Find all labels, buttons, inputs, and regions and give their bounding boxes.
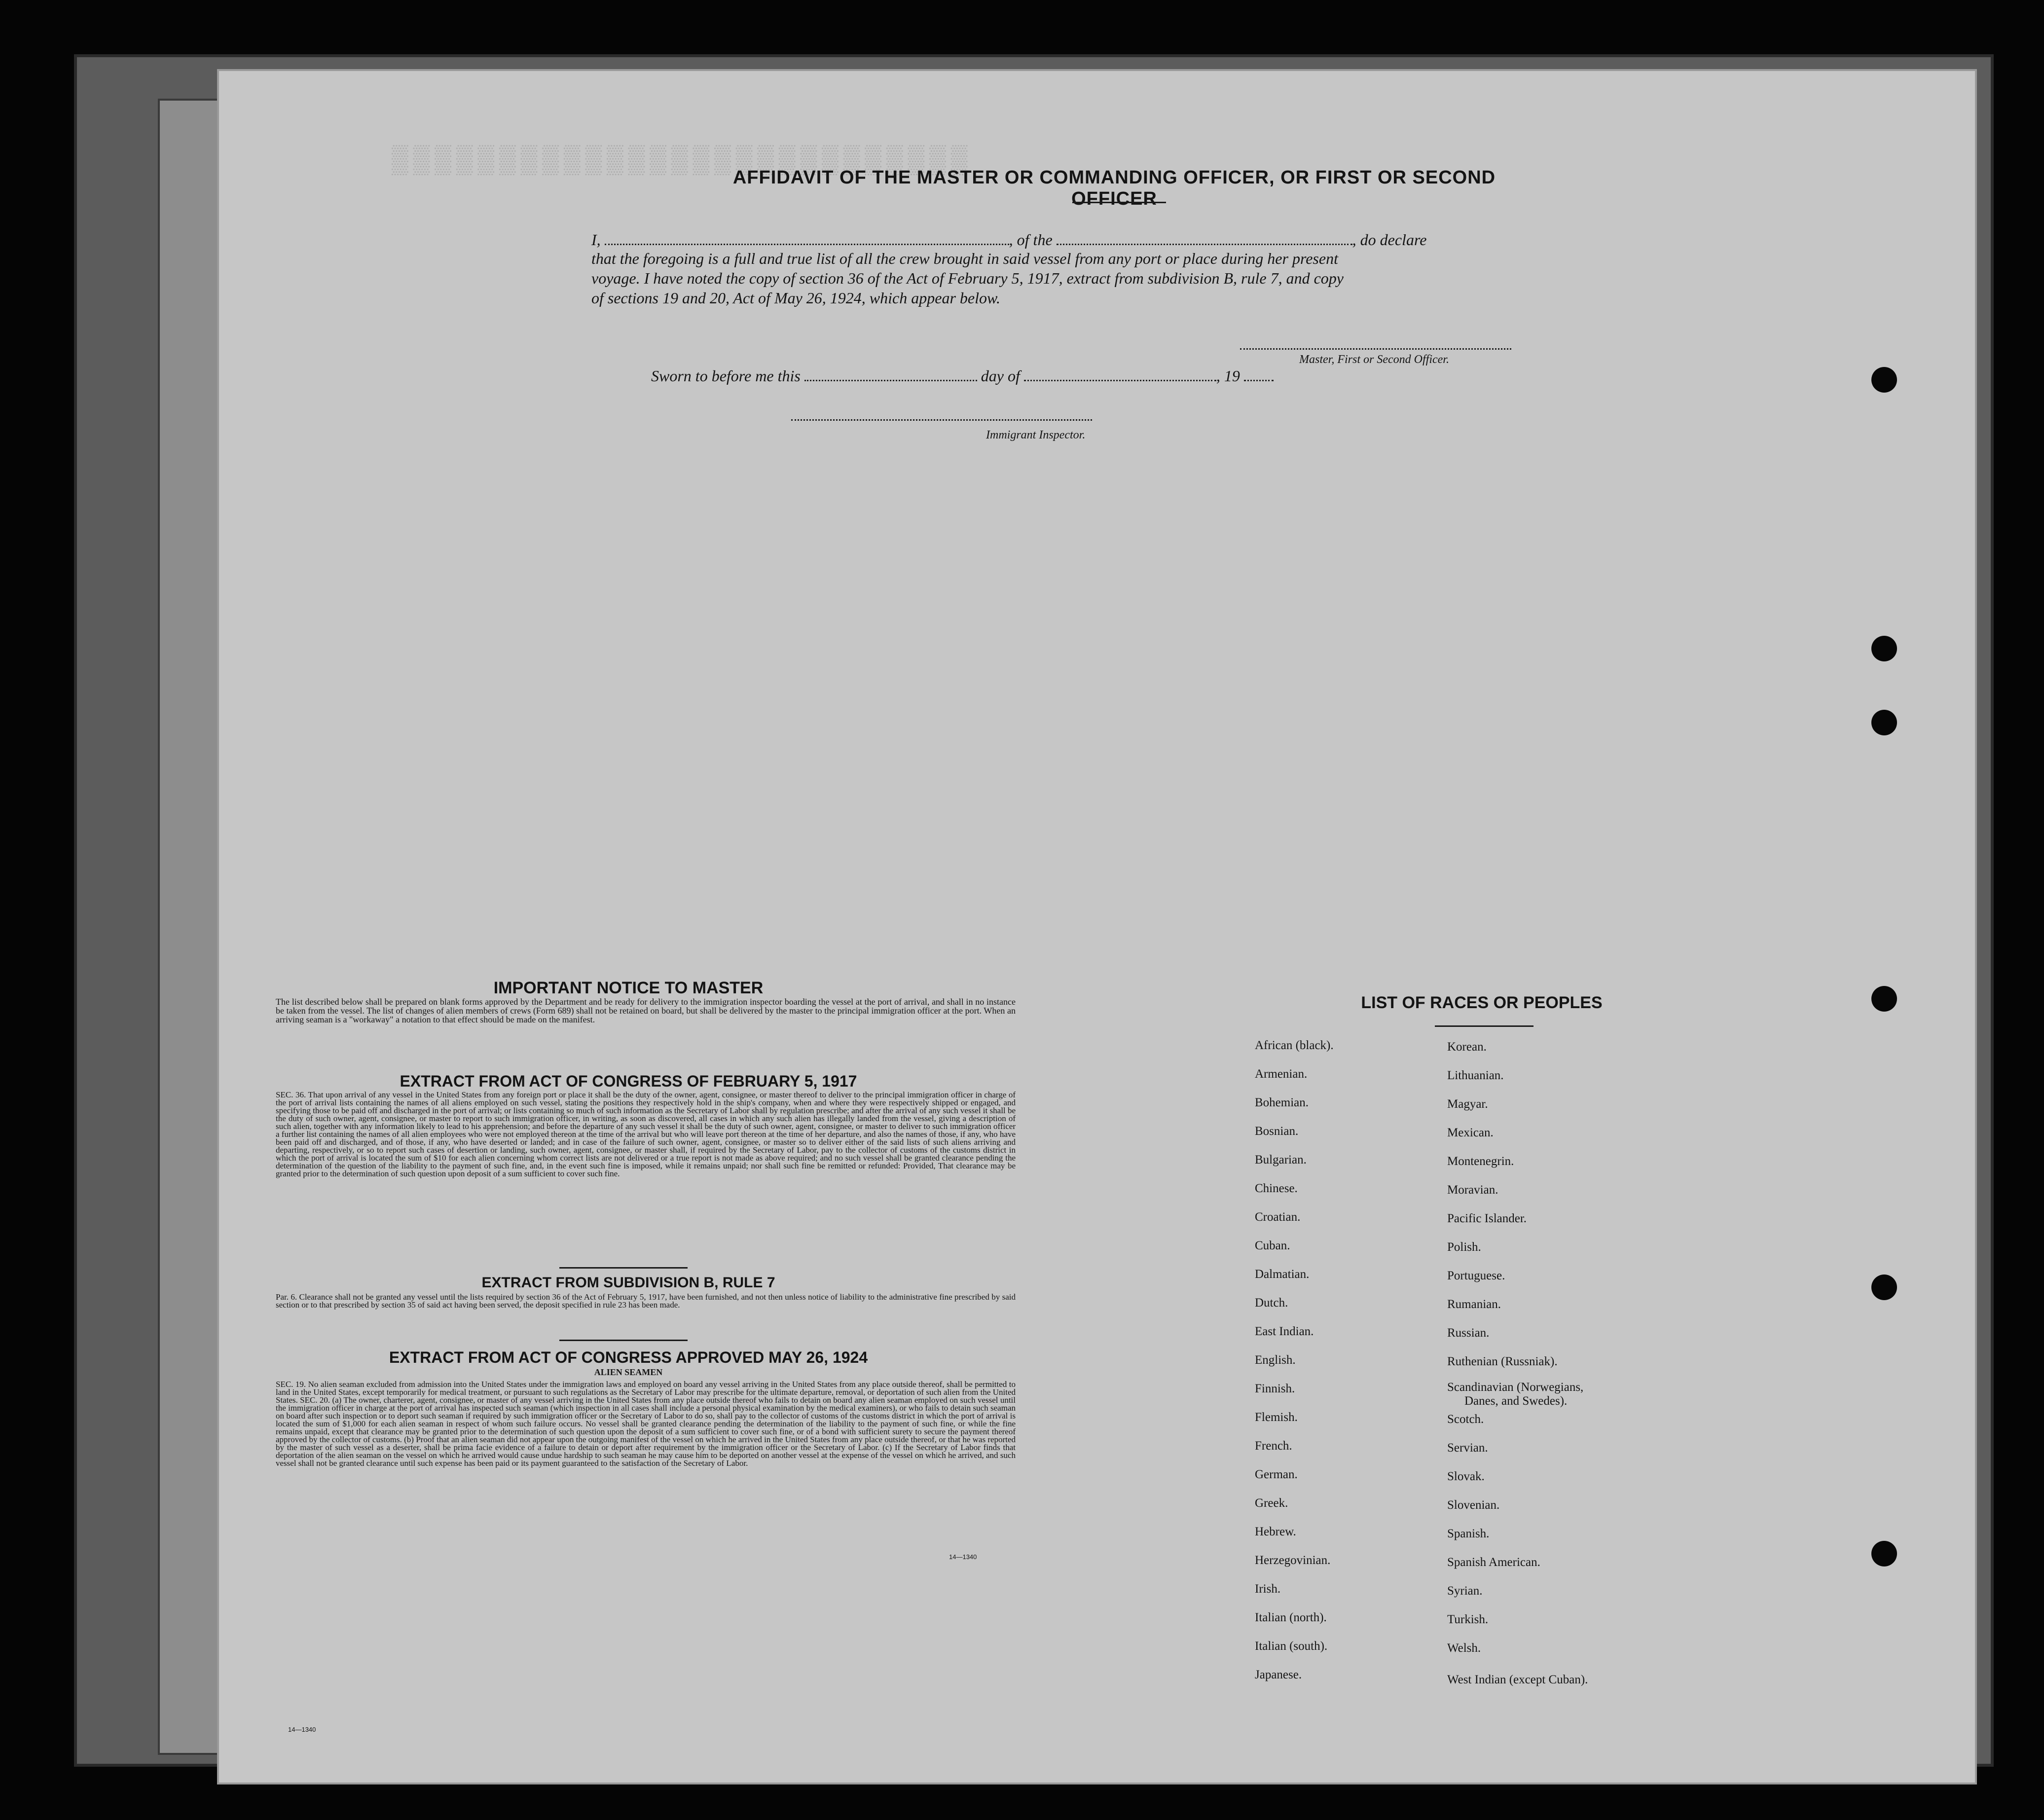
race-item: Korean. [1447, 1040, 1487, 1054]
sworn-month-field[interactable] [1024, 366, 1216, 381]
race-item: Polish. [1447, 1240, 1481, 1254]
race-item: Pacific Islander. [1447, 1212, 1527, 1225]
race-item: Mexican. [1447, 1126, 1494, 1139]
race-item: Armenian. [1255, 1067, 1308, 1081]
race-item: Bosnian. [1255, 1125, 1299, 1138]
race-item: Scotch. [1447, 1413, 1484, 1426]
race-item: West Indian (except Cuban). [1447, 1673, 1588, 1686]
rule-7-body: Par. 6. Clearance shall not be granted any vessel until the lists required by section 36 of the Act of February 5, 1917, have been furnished, and not then unless notice of liability to the administrative fine prescribed by said section or to that prescribed by section 35 of said act having been served, the deposit specified in rule 23 has been made. [276, 1292, 1016, 1310]
sworn-label: Sworn to before me this [651, 367, 801, 385]
race-item: Finnish. [1255, 1382, 1295, 1395]
race-item: Turkish. [1447, 1613, 1489, 1626]
notice-title: IMPORTANT NOTICE TO MASTER [493, 979, 764, 997]
race-item: Japanese. [1255, 1668, 1302, 1681]
form-number-bottom: 14—1340 [288, 1726, 316, 1733]
section-rule [559, 1267, 688, 1269]
affidavit-line-1 [591, 230, 1426, 249]
race-item: Lithuanian. [1447, 1069, 1504, 1082]
race-item: Russian. [1447, 1326, 1490, 1340]
affidavit-line-4: of sections 19 and 20, Act of May 26, 1924, which appear below. [591, 289, 1000, 307]
race-item-continuation: Danes, and Swedes). [1464, 1394, 1568, 1408]
punch-hole [1871, 636, 1897, 661]
race-item: Scandinavian (Norwegians, [1447, 1381, 1584, 1394]
race-item: Cuban. [1255, 1239, 1290, 1252]
affidavit-line-2: that the foregoing is a full and true list of all the crew brought in said vessel from any port or place during her present [591, 250, 1338, 267]
affidavit-title: AFFIDAVIT OF THE MASTER OR COMMANDING OFFICER, OR FIRST OR SECOND OFFICER [732, 167, 1496, 209]
races-title: LIST OF RACES OR PEOPLES [1361, 993, 1603, 1012]
master-signature-line[interactable] [1240, 348, 1511, 350]
race-item: German. [1255, 1468, 1298, 1481]
year-label: , 19 [1216, 367, 1240, 385]
extract-1917-title: EXTRACT FROM ACT OF CONGRESS OF FEBRUARY 5, 1917 [400, 1072, 857, 1090]
race-item: Montenegrin. [1447, 1155, 1514, 1168]
punch-hole [1871, 1541, 1897, 1566]
race-item: Syrian. [1447, 1584, 1483, 1598]
of-the-label: , of the [1009, 231, 1053, 249]
race-item: Welsh. [1447, 1641, 1481, 1655]
race-item: Bohemian. [1255, 1096, 1309, 1109]
race-item: Chinese. [1255, 1182, 1298, 1195]
race-item: Italian (north). [1255, 1611, 1327, 1624]
notice-body: The list described below shall be prepared on blank forms approved by the Department and be ready for delivery to the immigration inspector boarding the vessel at the port of arrival, and shall in no instance be taken from the vessel. The list of changes of alien members of crews (Form 689) shall not be retained on board, but shall be delivered by the master to the principal immigration officer at the port. When an arriving seaman is a "workaway" a notation to that effect should be made on the manifest. [276, 997, 1016, 1024]
sworn-day-field[interactable] [804, 366, 977, 381]
race-item: Moravian. [1447, 1183, 1498, 1197]
race-item: Herzegovinian. [1255, 1554, 1331, 1567]
race-item: English. [1255, 1353, 1296, 1367]
form-number: 14—1340 [949, 1553, 977, 1561]
race-item: Portuguese. [1447, 1269, 1505, 1282]
rule-7-title: EXTRACT FROM SUBDIVISION B, RULE 7 [481, 1274, 775, 1291]
race-item: Servian. [1447, 1441, 1488, 1455]
vessel-name-field[interactable] [1057, 230, 1352, 245]
race-item: Spanish American. [1447, 1556, 1540, 1569]
manifest-page [217, 69, 1977, 1784]
extract-1924-title: EXTRACT FROM ACT OF CONGRESS APPROVED MAY 26, 1924 [389, 1348, 868, 1366]
race-item: Magyar. [1447, 1097, 1488, 1111]
race-item: French. [1255, 1439, 1292, 1453]
section-rule [559, 1340, 688, 1341]
day-of-label: day of [981, 367, 1020, 385]
race-item: Hebrew. [1255, 1525, 1296, 1538]
inspector-signature-line[interactable] [791, 419, 1092, 421]
race-item: African (black). [1255, 1039, 1334, 1052]
inspector-caption: Immigrant Inspector. [986, 429, 1086, 441]
race-item: Greek. [1255, 1496, 1288, 1510]
extract-1924-body: SEC. 19. No alien seaman excluded from admission into the United States under the immigration laws and employed on board any vessel arriving in the United States from any place outside thereof, shall be permitted to land in the United States, except temporarily for medical treatment, or pursuant to such regulations as the Secretary of Labor may prescribe for the ultimate departure, removal, or deportation of such alien from the United States. SEC. 20. (a) The owner, charterer, agent, consignee, or master of any vessel arriving in the United States from any place outside thereof who fails to detain on board any alien seaman employed on such vessel until the immigration officer in charge at the port of arrival has inspected such seaman (which inspection in all cases shall include a personal physical examination by the medical examiners), or who fails to detain such seaman on board after such inspection or to deport such seaman if required by such immigration officer or the Secretary of Labor to do so, shall pay to the collector of customs of the customs district in which the port of arrival is located the sum of $1,000 for each alien seaman in respect of whom such failure occurs. No vessel shall be granted clearance pending the determination of the liability to the payment of such fine, or while the fine remains unpaid, except that clearance may be granted prior to the determination of such question upon the deposit of a sum sufficient to cover such fine, or of a bond with sufficient surety to secure the payment thereof approved by the collector of customs. (b) Proof that an alien seaman did not appear upon the outgoing manifest of the vessel on which he arrived in the United States from any place outside thereof, or that he was reported by the master of such vessel as a deserter, shall be prima facie evidence of a failure to detain or deport after requirement by the immigration officer or the Secretary of Labor. (c) If the Secretary of Labor finds that deportation of the alien seaman on the vessel on which he arrived would cause undue hardship to such seaman he may cause him to be deported on another vessel at the expense of the vessel on which he arrived, and such vessel shall not be granted clearance until such expense has been paid or its payment guaranteed to the satisfaction of the Secretary of Labor. [276, 1380, 1016, 1468]
race-item: East Indian. [1255, 1325, 1314, 1338]
master-name-field[interactable] [605, 230, 1009, 245]
do-declare-label: , do declare [1352, 231, 1427, 249]
race-item: Bulgarian. [1255, 1153, 1307, 1166]
affidavit-line-3: voyage. I have noted the copy of section 36 of the Act of February 5, 1917, extract from subdivision B, rule 7, and copy [591, 269, 1344, 287]
punch-hole [1871, 367, 1897, 393]
race-item: Spanish. [1447, 1527, 1490, 1540]
extract-1917-body: SEC. 36. That upon arrival of any vessel in the United States from any foreign port or place it shall be the duty of the owner, agent, consignee, or master thereof to deliver to the principal immigration officer in charge of the port of arrival lists containing the names of all aliens employed on such vessel, stating the positions they respectively hold in the ship's company, when and where they were respectively shipped or engaged, and specifying those to be paid off and discharged in the port of arrival; or lists containing so much of such information as the Secretary of Labor shall by regulation prescribe; and after the arrival of any such vessel it shall be the duty of such owner, agent, consignee, or master to report to such immigration officer, in writing, as soon as discovered, all cases in which any such alien has illegally landed from the vessel, giving a description of such alien, together with any information likely to lead to his apprehension; and before the departure of any such vessel it shall be the duty of such owner, agent, consignee, or master to deliver to such immigration officer a further list containing the names of all alien employees who were not employed thereon at the time of the arrival but who will leave port thereon at the time of her departure, and also the names of those, if any, who have been paid off and discharged, and of those, if any, who have deserted or landed; and in case of the failure of such owner, agent, consignee, or master so to deliver either of the said lists of such aliens arriving and departing, respectively, or so to report such cases of desertion or landing, such owner, agent, consignee, or master shall, if required by the Secretary of Labor, pay to the collector of customs of the customs district in which the port of arrival is located the sum of $10 for each alien concerning whom correct lists are not delivered or a true report is not made as above required; and no such vessel shall be granted clearance pending the determination of the question of the liability to the payment of such fine, and, in the event such fine is imposed, while it remains unpaid; nor shall such fine be remitted or refunded: Provided, That clearance may be granted prior to the determination of such question upon deposit of a sum sufficient to cover such fine. [276, 1090, 1016, 1178]
race-item: Ruthenian (Russniak). [1447, 1355, 1558, 1368]
sworn-year-field[interactable] [1244, 366, 1274, 381]
race-item: Slovenian. [1447, 1498, 1500, 1512]
race-item: Slovak. [1447, 1470, 1485, 1483]
master-signature-caption: Master, First or Second Officer. [1299, 353, 1449, 366]
punch-hole [1871, 1274, 1897, 1300]
punch-hole [1871, 986, 1897, 1012]
race-item: Flemish. [1255, 1411, 1298, 1424]
race-item: Dalmatian. [1255, 1268, 1310, 1281]
race-item: Rumanian. [1447, 1298, 1501, 1311]
race-item: Dutch. [1255, 1296, 1288, 1310]
race-item: Italian (south). [1255, 1639, 1328, 1653]
race-item: Croatian. [1255, 1210, 1301, 1224]
punch-hole [1871, 710, 1897, 735]
title-rule [1072, 202, 1166, 203]
affidavit-i-label: I, [591, 231, 601, 249]
races-rule [1435, 1025, 1533, 1027]
sworn-line [651, 366, 1274, 385]
extract-1924-subtitle: ALIEN SEAMEN [594, 1367, 663, 1377]
race-item: Irish. [1255, 1582, 1281, 1596]
bleed-through-decoration: ▒▒▒▒▒▒▒▒▒▒▒▒▒▒▒▒▒▒▒▒▒▒▒▒▒▒▒ [392, 145, 973, 177]
